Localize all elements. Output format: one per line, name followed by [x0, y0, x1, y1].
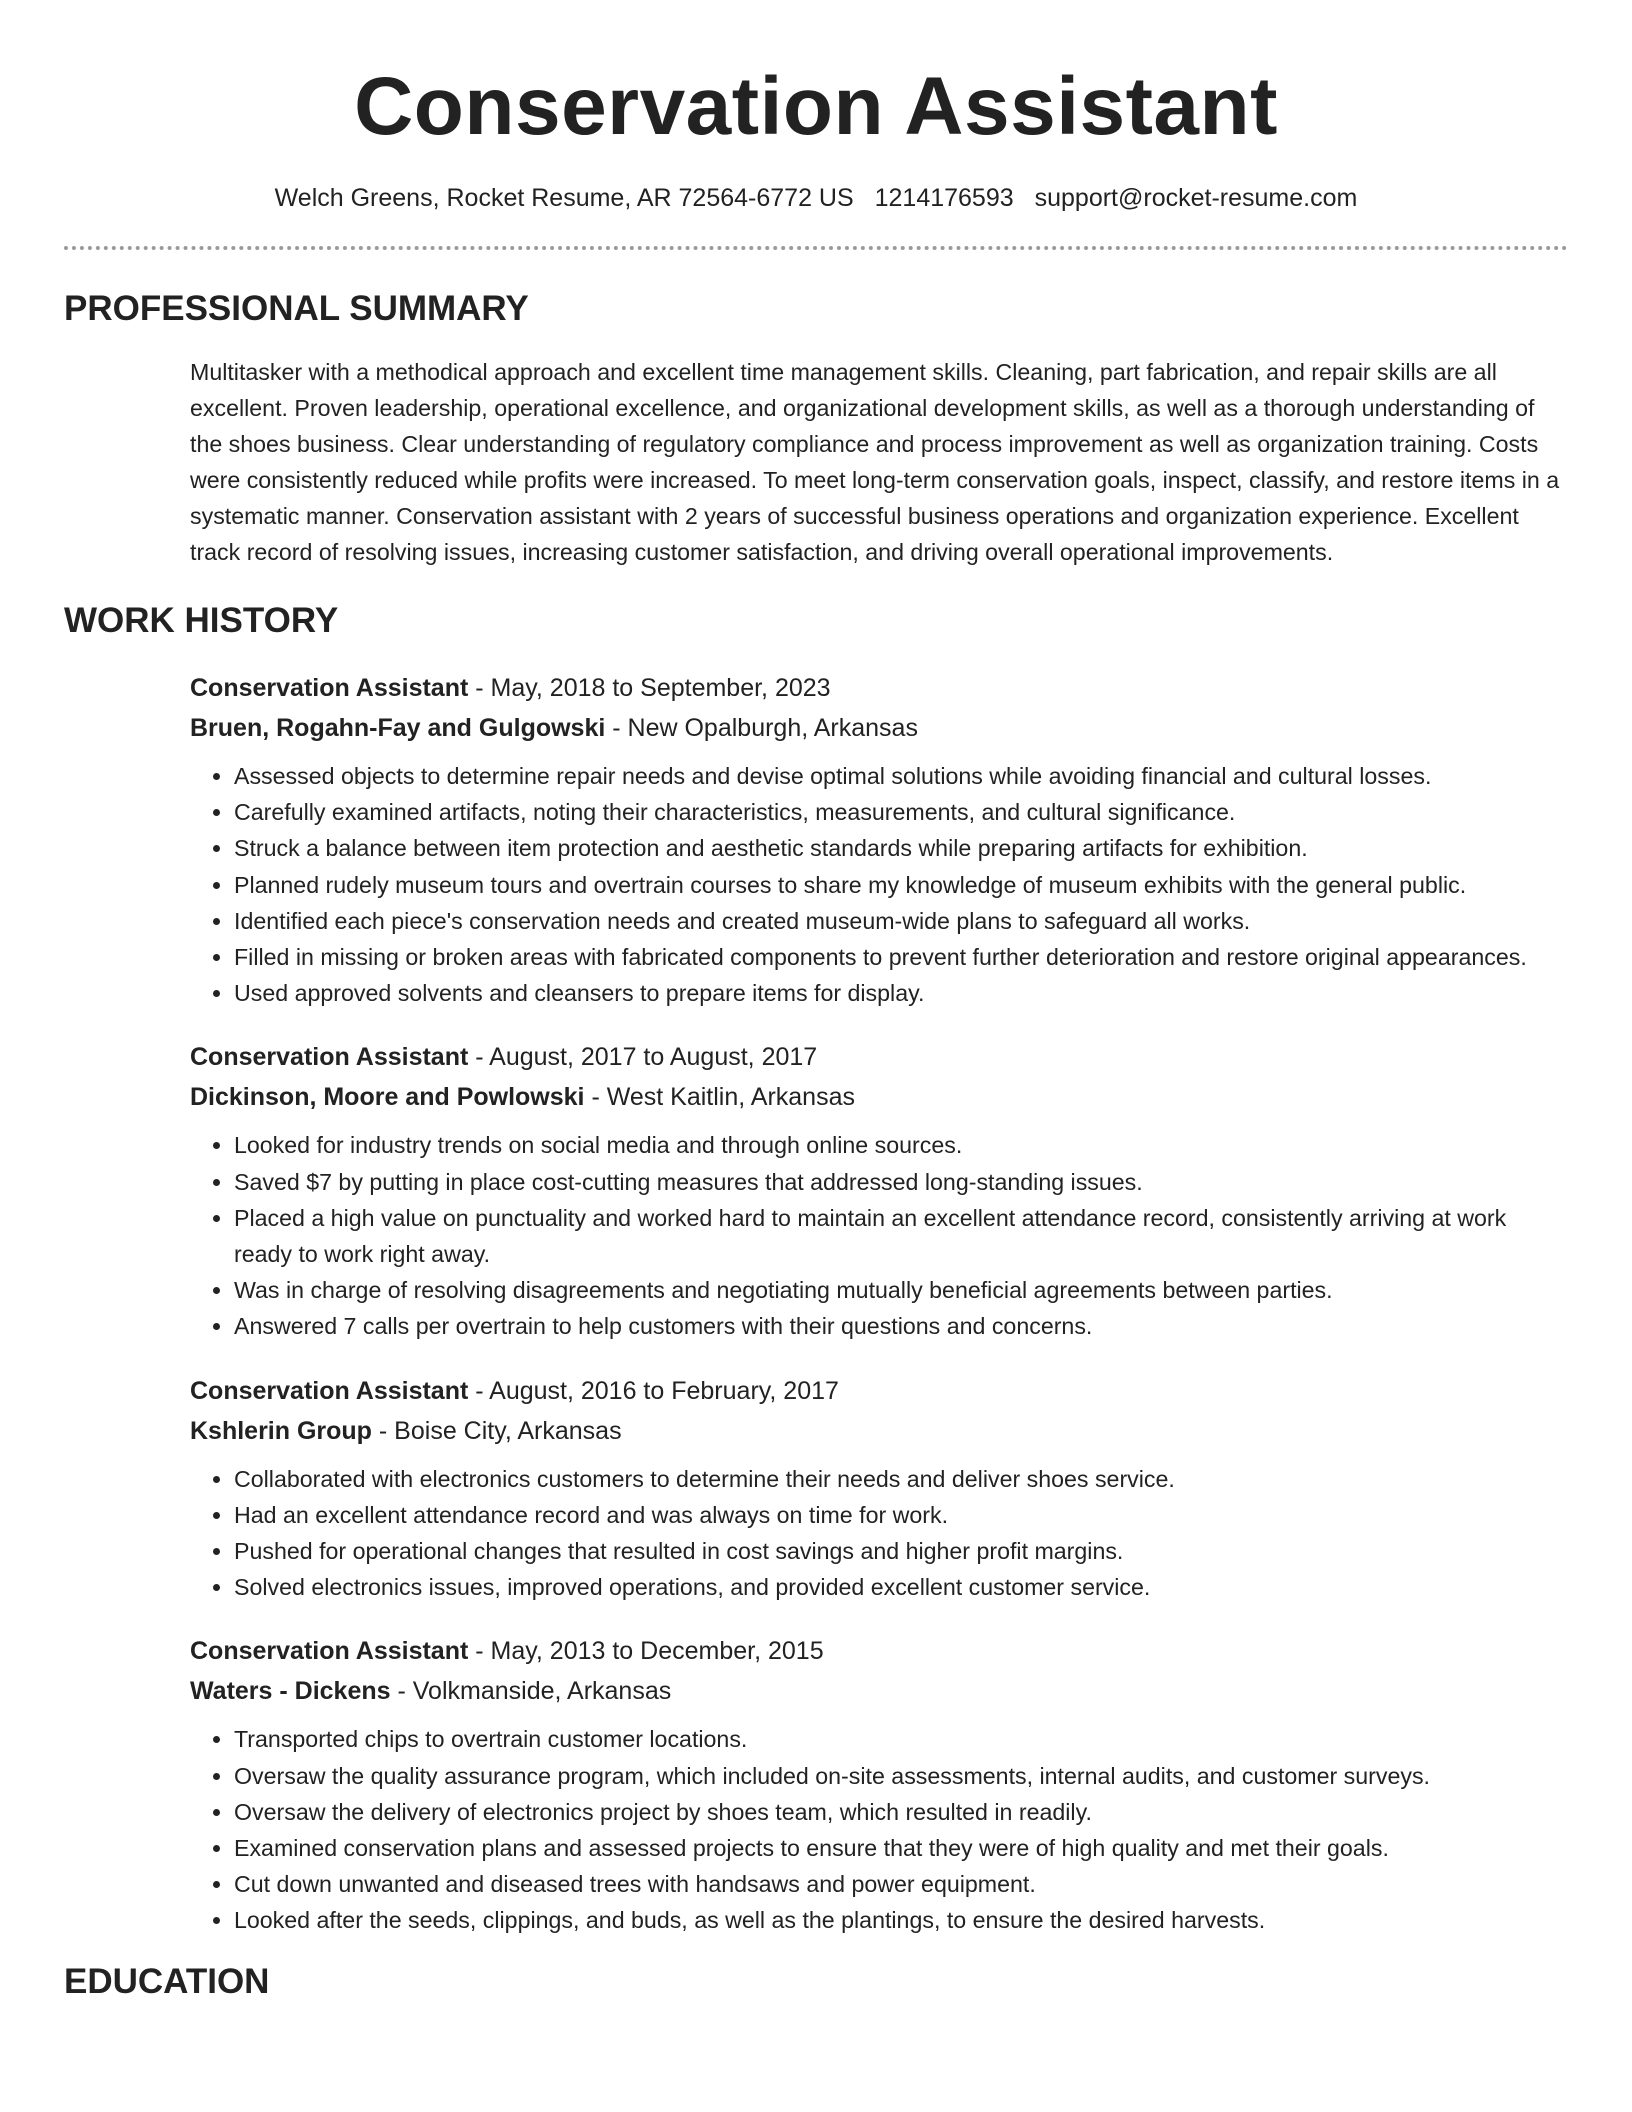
job-location: - Volkmanside, Arkansas — [390, 1677, 672, 1706]
duty-item: • Struck a balance between item protection and aesthetic standards while preparing artifacts for exhibition. — [234, 830, 1568, 866]
job-title-line — [190, 1631, 1568, 1671]
job-title-line — [190, 1037, 1568, 1077]
job-company: Dickinson, Moore and Powlowski — [190, 1083, 585, 1112]
duty-item: • Was in charge of resolving disagreements and negotiating mutually beneficial agreements between parties. — [234, 1272, 1568, 1308]
duty-item: • Oversaw the delivery of electronics project by shoes team, which resulted in readily. — [234, 1794, 1568, 1830]
duty-item: • Oversaw the quality assurance program, which included on-site assessments, internal audits, and customer surveys. — [234, 1758, 1568, 1794]
duty-item: • Placed a high value on punctuality and worked hard to maintain an excellent attendance record, consistently arriving at work ready to work right away. — [234, 1200, 1568, 1272]
header-divider — [64, 246, 1568, 250]
job-title-line — [190, 668, 1568, 708]
job-dates: - May, 2013 to December, 2015 — [468, 1637, 824, 1666]
job-dates: - August, 2016 to February, 2017 — [468, 1376, 839, 1405]
duty-item: • Planned rudely museum tours and overtrain courses to share my knowledge of museum exhibits with the general public. — [234, 867, 1568, 903]
duty-item: • Saved $7 by putting in place cost-cutting measures that addressed long-standing issues. — [234, 1164, 1568, 1200]
job-duties — [190, 1461, 1568, 1606]
contact-email: support@rocket-resume.com — [1034, 184, 1358, 212]
summary-text: Multitasker with a methodical approach and excellent time management skills. Cleaning, part fabrication, and repair skills are all excellent. Proven leadership, operational excellence, and organizational development skills, as well as a thorough understanding of the shoes business. Clear understanding of regulatory compliance and process improvement as well as organization training. Costs were consistently reduced while profits were increased. To meet long-term conservation goals, inspect, classify, and restore items in a systematic manner. Conservation assistant with 2 years of successful business operations and organization experience. Excellent track record of resolving issues, increasing customer satisfaction, and driving overall operational improvements. — [190, 359, 1560, 565]
job-company: Waters - Dickens — [190, 1677, 391, 1706]
education-heading: EDUCATION — [64, 1961, 270, 2001]
duty-item: • Pushed for operational changes that resulted in cost savings and higher profit margins. — [234, 1533, 1568, 1569]
duty-item: • Assessed objects to determine repair needs and devise optimal solutions while avoiding financial and cultural losses. — [234, 758, 1568, 794]
duty-item: • Carefully examined artifacts, noting their characteristics, measurements, and cultural significance. — [234, 794, 1568, 830]
job-dates: - August, 2017 to August, 2017 — [468, 1043, 818, 1072]
job-entry — [190, 1037, 1568, 1344]
work-history-list — [190, 668, 1568, 1939]
duty-item: • Used approved solvents and cleansers to prepare items for display. — [234, 975, 1568, 1011]
job-duties — [190, 758, 1568, 1011]
duty-item: • Cut down unwanted and diseased trees with handsaws and power equipment. — [234, 1866, 1568, 1902]
duty-item: • Identified each piece's conservation needs and created museum-wide plans to safeguard all works. — [234, 903, 1568, 939]
duty-item: • Filled in missing or broken areas with fabricated components to prevent further deterioration and restore original appearances. — [234, 939, 1568, 975]
job-company-line — [190, 1411, 1568, 1451]
summary-heading: PROFESSIONAL SUMMARY — [64, 289, 529, 328]
job-entry — [190, 1631, 1568, 1938]
duty-item: • Collaborated with electronics customers to determine their needs and deliver shoes service. — [234, 1461, 1568, 1497]
job-role: Conservation Assistant — [190, 1043, 469, 1072]
job-company: Bruen, Rogahn-Fay and Gulgowski — [190, 714, 606, 742]
job-role: Conservation Assistant — [190, 674, 469, 702]
job-company-line — [190, 1077, 1568, 1117]
duty-item: • Examined conservation plans and assessed projects to ensure that they were of high quality and met their goals. — [234, 1830, 1568, 1866]
job-location: - West Kaitlin, Arkansas — [584, 1083, 855, 1112]
job-entry — [190, 668, 1568, 1011]
job-location: - New Opalburgh, Arkansas — [605, 714, 918, 742]
job-company-line — [190, 708, 1568, 748]
resume-page — [64, 0, 1568, 2003]
contact-address: Welch Greens, Rocket Resume, AR 72564-6772 US — [274, 184, 854, 212]
duty-item: • Answered 7 calls per overtrain to help customers with their questions and concerns. — [234, 1308, 1568, 1344]
job-duties — [190, 1127, 1568, 1344]
job-company: Kshlerin Group — [190, 1416, 372, 1445]
job-role: Conservation Assistant — [190, 1376, 469, 1405]
job-dates: - May, 2018 to September, 2023 — [468, 674, 831, 702]
duty-item: • Looked after the seeds, clippings, and buds, as well as the plantings, to ensure the desired harvests. — [234, 1902, 1568, 1938]
job-duties — [190, 1721, 1568, 1938]
resume-name: Conservation Assistant — [354, 61, 1278, 152]
duty-item: • Solved electronics issues, improved operations, and provided excellent customer service. — [234, 1569, 1568, 1605]
duty-item: • Transported chips to overtrain customer locations. — [234, 1721, 1568, 1757]
contact-line — [64, 182, 1568, 214]
job-title-line — [190, 1371, 1568, 1411]
job-role: Conservation Assistant — [190, 1637, 469, 1666]
work-history-heading: WORK HISTORY — [64, 601, 339, 640]
job-company-line — [190, 1671, 1568, 1711]
job-entry — [190, 1371, 1568, 1606]
contact-phone: 1214176593 — [874, 184, 1014, 212]
duty-item: • Had an excellent attendance record and was always on time for work. — [234, 1497, 1568, 1533]
duty-item: • Looked for industry trends on social media and through online sources. — [234, 1127, 1568, 1163]
job-location: - Boise City, Arkansas — [371, 1416, 622, 1445]
